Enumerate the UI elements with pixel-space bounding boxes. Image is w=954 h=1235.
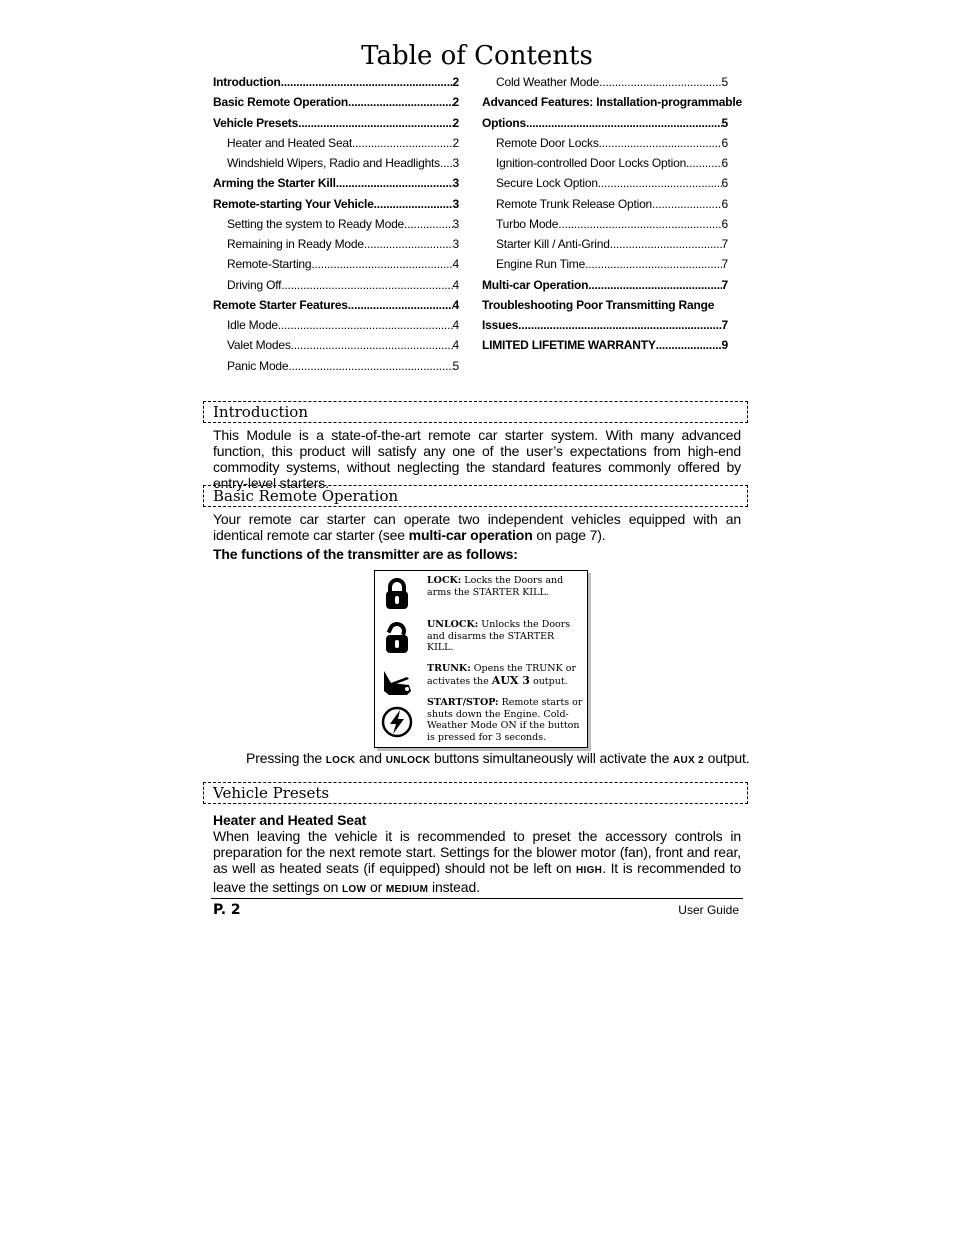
toc-entry-label: Engine Run Time	[496, 257, 586, 272]
toc-entry-page: 9	[721, 338, 728, 353]
toc-leader-dots	[598, 173, 722, 193]
introduction-header	[203, 401, 748, 423]
toc-entry-page: 3	[452, 196, 459, 211]
toc-entry-label: Driving Off	[227, 277, 282, 292]
lightning-icon	[381, 705, 413, 739]
toc-entry[interactable]	[213, 194, 459, 214]
vehicle-presets-header	[203, 782, 748, 804]
toc-entry-label: Panic Mode	[227, 358, 289, 373]
toc-entry[interactable]	[482, 113, 728, 133]
toc-leader-dots	[348, 295, 453, 315]
toc-entry-label: Vehicle Presets	[213, 115, 299, 130]
toc-leader-dots	[686, 153, 721, 173]
toc-entry-page: 7	[721, 318, 728, 332]
toc-entry[interactable]	[213, 133, 459, 153]
unlock-description: UNLOCK: Unlocks the Doors and disarms the STARTER KILL.	[427, 619, 571, 653]
toc-leader-dots	[526, 113, 722, 133]
toc-entry-label: Heater and Heated Seat	[227, 135, 353, 150]
toc-entry-label: Introduction	[213, 75, 281, 89]
toc-leader-dots	[336, 173, 453, 193]
toc-entry-page: 4	[452, 318, 459, 332]
toc-leader-dots	[599, 133, 722, 153]
toc-entry[interactable]	[482, 295, 728, 315]
toc-entry-page: 6	[721, 176, 728, 191]
toc-leader-dots	[404, 214, 452, 234]
toc-entry[interactable]	[482, 254, 728, 274]
footer-rule	[211, 898, 743, 899]
toc-entry-page: 4	[452, 257, 459, 272]
toc-entry-label: Remaining in Ready Mode	[227, 237, 364, 251]
document-label: User Guide	[678, 903, 739, 917]
start-stop-description: START/STOP: Remote starts or shuts down the Engine. Cold-Weather Mode ON if the button is pressed for 3 seconds.	[427, 697, 583, 743]
toc-leader-dots	[518, 315, 721, 335]
toc-entry-page: 5	[721, 75, 728, 89]
toc-leader-dots	[374, 194, 453, 214]
heater-subheading: Heater and Heated Seat	[213, 812, 367, 828]
toc-entry[interactable]	[482, 173, 728, 193]
toc-leader-dots	[599, 72, 721, 92]
toc-entry[interactable]	[213, 113, 459, 133]
basic-operation-heading: Basic Remote Operation	[213, 487, 399, 505]
trunk-description: TRUNK: Opens the TRUNK or activates the AUX 3 output.	[427, 663, 576, 687]
toc-entry[interactable]	[213, 234, 459, 254]
toc-entry-label: Advanced Features: Installation-programmable	[482, 95, 742, 110]
lock-description: LOCK: Locks the Doors and arms the STARTER KILL.	[427, 575, 564, 598]
toc-leader-dots	[288, 356, 452, 376]
toc-entry-page: 2	[452, 75, 459, 89]
toc-title: Table of Contents	[361, 41, 593, 71]
toc-entry-label: Starter Kill / Anti-Grind	[496, 237, 610, 251]
simultaneous-press-note: Pressing the LOCK and UNLOCK buttons simultaneously will activate the AUX 2 output.	[246, 750, 750, 766]
unlock-icon	[381, 621, 413, 655]
basic-operation-header	[203, 485, 748, 507]
toc-entry[interactable]	[213, 295, 459, 315]
toc-entry-page: 2	[452, 115, 459, 130]
toc-entry-page: 2	[452, 95, 459, 110]
unlock-button-item	[375, 615, 587, 659]
toc-left-column	[213, 72, 459, 376]
toc-entry[interactable]	[213, 254, 459, 274]
functions-heading: The functions of the transmitter are as follows:	[213, 546, 518, 562]
toc-entry[interactable]	[482, 133, 728, 153]
toc-leader-dots	[281, 275, 452, 295]
toc-leader-dots	[298, 113, 452, 133]
toc-entry-label: LIMITED LIFETIME WARRANTY	[482, 338, 656, 353]
toc-leader-dots	[585, 254, 721, 274]
toc-leader-dots	[352, 133, 452, 153]
toc-entry-page: 4	[452, 277, 459, 292]
toc-entry[interactable]	[482, 275, 728, 295]
toc-entry-page: 4	[452, 297, 459, 312]
toc-entry[interactable]	[482, 234, 728, 254]
toc-entry-page: 3	[452, 237, 459, 251]
toc-right-column	[482, 72, 742, 356]
toc-entry-label: Idle Mode	[227, 318, 278, 332]
toc-entry-page: 7	[721, 237, 728, 251]
toc-entry-label: Basic Remote Operation	[213, 95, 348, 110]
toc-leader-dots	[364, 234, 453, 254]
toc-entry-page: 6	[721, 135, 728, 150]
vehicle-presets-heading: Vehicle Presets	[213, 784, 330, 802]
toc-entry-page: 6	[721, 216, 728, 231]
toc-entry-label: Multi-car Operation	[482, 277, 589, 292]
toc-entry-page: 2	[452, 135, 459, 150]
toc-entry-label: Turbo Mode	[496, 216, 559, 231]
toc-entry[interactable]	[482, 214, 728, 234]
basic-body-text: Your remote car starter can operate two independent vehicles equipped with an identical remote car starter (see	[213, 511, 741, 543]
toc-entry-page: 5	[452, 358, 459, 373]
toc-entry-label: Cold Weather Mode	[496, 75, 600, 89]
toc-entry-label: Valet Modes	[227, 338, 291, 353]
toc-leader-dots	[652, 194, 722, 214]
transmitter-diagram	[374, 570, 588, 748]
basic-operation-body	[213, 511, 741, 543]
start-stop-button-item	[375, 699, 587, 747]
toc-entry-label: Troubleshooting Poor Transmitting Range	[482, 297, 715, 312]
toc-entry[interactable]	[482, 153, 728, 173]
toc-entry[interactable]	[482, 72, 728, 92]
toc-entry-label: Secure Lock Option	[496, 176, 598, 191]
toc-entry[interactable]	[213, 72, 459, 92]
toc-entry-page: 6	[721, 156, 728, 170]
toc-entry-page: 3	[452, 176, 459, 191]
introduction-heading: Introduction	[213, 403, 308, 421]
toc-entry[interactable]	[482, 92, 742, 112]
trunk-icon	[381, 665, 413, 699]
toc-entry-page: 4	[452, 338, 459, 353]
toc-entry[interactable]	[482, 335, 728, 355]
toc-entry[interactable]	[213, 173, 459, 193]
toc-leader-dots	[558, 214, 721, 234]
toc-entry-label: Remote Door Locks	[496, 135, 599, 150]
toc-entry[interactable]	[482, 194, 728, 214]
toc-entry[interactable]	[213, 356, 459, 376]
toc-entry-label: Remote-Starting	[227, 257, 312, 272]
toc-leader-dots	[291, 335, 453, 355]
toc-leader-dots	[656, 335, 722, 355]
toc-entry-page: 3	[452, 156, 459, 170]
toc-leader-dots	[610, 234, 722, 254]
toc-entry[interactable]	[213, 335, 459, 355]
toc-entry-page: 7	[721, 257, 728, 272]
toc-leader-dots	[278, 315, 453, 335]
toc-entry-page: 7	[721, 277, 728, 292]
lock-button-item	[375, 571, 587, 615]
toc-entry[interactable]	[213, 153, 459, 173]
toc-entry-label: Ignition-controlled Door Locks Option	[496, 156, 687, 170]
introduction-body: This Module is a state-of-the-art remote car starter system. With many advanced function, this product will satisfy any one of the user’s expectations from high-end commodity systems, without neglecting the standard features commonly offered by entry-level starters.	[213, 427, 741, 491]
multi-car-link: multi-car operation	[408, 527, 533, 543]
toc-entry-label: Remote-starting Your Vehicle	[213, 196, 374, 211]
toc-entry-page: 3	[452, 216, 459, 231]
toc-entry-label: Issues	[482, 318, 519, 332]
toc-entry-label: Remote Trunk Release Option	[496, 196, 653, 211]
toc-entry[interactable]	[213, 92, 459, 112]
toc-entry[interactable]	[213, 214, 459, 234]
toc-entry[interactable]	[213, 275, 459, 295]
toc-leader-dots	[440, 153, 453, 173]
toc-entry-label: Options	[482, 115, 526, 130]
toc-entry[interactable]	[482, 315, 728, 335]
toc-entry[interactable]	[213, 315, 459, 335]
lock-icon	[381, 577, 413, 611]
page-number: P. 2	[213, 902, 241, 918]
toc-entry-label: Remote Starter Features	[213, 297, 348, 312]
toc-entry-page: 6	[721, 196, 728, 211]
basic-body-text-end: on page 7).	[532, 527, 606, 543]
toc-entry-label: Setting the system to Ready Mode	[227, 216, 405, 231]
toc-entry-label: Windshield Wipers, Radio and Headlights	[227, 156, 440, 170]
toc-leader-dots	[348, 92, 453, 112]
toc-entry-label: Arming the Starter Kill	[213, 176, 336, 191]
toc-entry-page: 5	[721, 115, 728, 130]
toc-leader-dots	[281, 72, 453, 92]
toc-leader-dots	[311, 254, 452, 274]
toc-leader-dots	[588, 275, 721, 295]
heater-body: When leaving the vehicle it is recommended to preset the accessory controls in preparation for the next remote start. Settings for the blower motor (fan), front and rear, as well as heated seats (if equipped) should not be left on HIGH. It is recommended to leave the settings on LOW or MEDIUM instead.	[213, 828, 742, 895]
